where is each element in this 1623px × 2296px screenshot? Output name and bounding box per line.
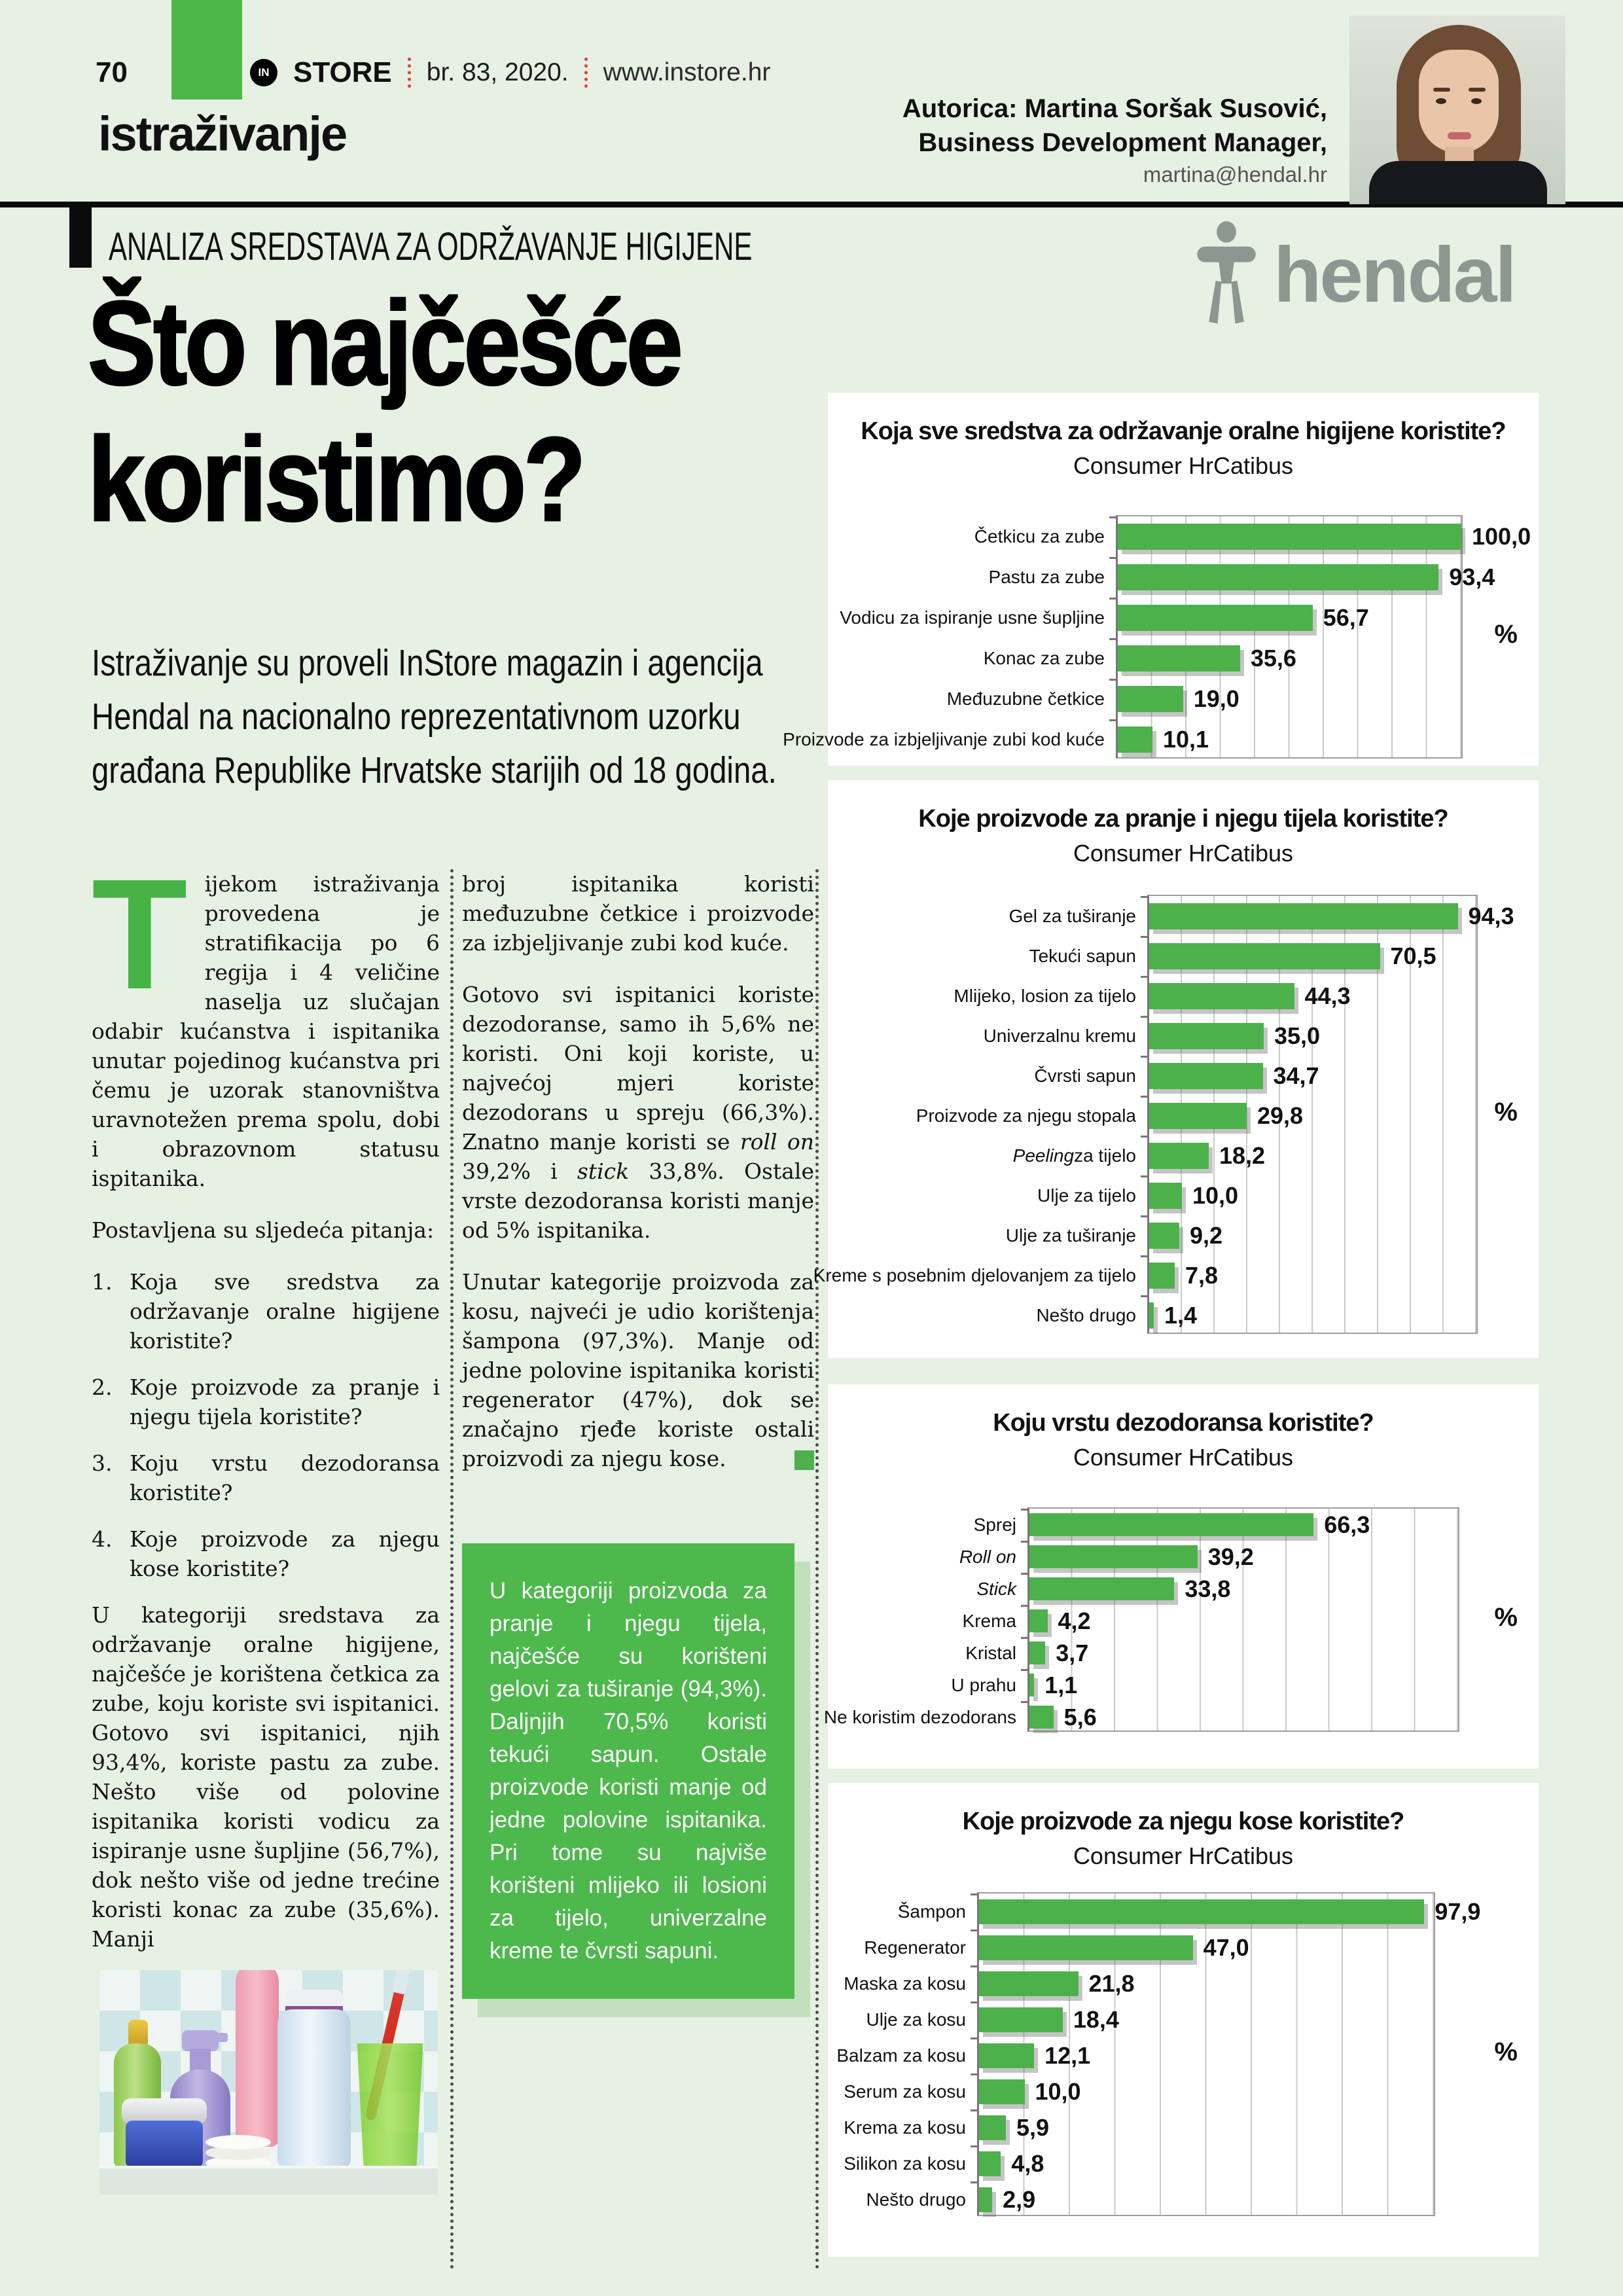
chart-category-label: Gel za tuširanje	[1008, 905, 1136, 926]
chart-body-care	[813, 780, 1539, 1358]
paragraph-5-text: Unutar kategorije proizvoda za kosu, najveći je udio korištenja šampona (97,3%). Manje od jedne polovine ispitanika koristi regenerator (47%), dok se značajno rjeđe koriste ostali proizvodi za njegu kose.	[462, 1269, 814, 1471]
chart-category-label: Peeling za tijelo	[1012, 1145, 1136, 1166]
glass-shelf	[99, 2166, 438, 2195]
author-email: martina@hendal.hr	[1143, 162, 1327, 187]
chart-category-label: Proizvode za izbjeljivanje zubi kod kuće	[783, 729, 1105, 749]
section-title: istraživanje	[98, 107, 347, 161]
paragraph-4	[462, 980, 814, 1245]
cream-jar	[126, 2121, 203, 2168]
chart-value-label: 56,7	[1323, 604, 1369, 631]
chart-category-label: Tekući sapun	[1029, 945, 1136, 966]
chart-bar	[1149, 1103, 1247, 1129]
chart-value-label: 10,1	[1163, 726, 1209, 753]
chart-bar	[1118, 605, 1313, 631]
chart-bar	[979, 2151, 1001, 2176]
photo-eye	[1436, 98, 1446, 104]
instore-logo-text: STORE	[293, 56, 392, 88]
chart-bar	[1029, 1513, 1313, 1536]
chart-value-label: 47,0	[1203, 1933, 1249, 1961]
masthead-separator-icon	[584, 58, 588, 88]
photo-eye	[1471, 98, 1482, 104]
soap-dispenser-spout	[211, 2033, 228, 2042]
chart-bar	[1149, 1063, 1263, 1089]
chart-value-label: 4,8	[1011, 2149, 1044, 2177]
chart-category-label: Stick	[976, 1578, 1016, 1599]
chart-title: Koju vrstu dezodoransa koristite?	[993, 1409, 1374, 1437]
paragraph-4-segment: stick	[577, 1158, 630, 1184]
chart-category-label: Nešto drugo	[1036, 1304, 1136, 1325]
chart-title: Koje proizvode za njegu kose koristite?	[962, 1808, 1404, 1835]
chart-subtitle: Consumer HrCatibus	[1073, 840, 1294, 867]
highlight-box: U kategoriji proizvoda za pranje i njegu tijela, najčešće su korišteni gelovi za tuširanje (94,3%). Daljnjih 70,5% koristi tekući sapun. Ostale proizvode koristi manje od jedne polovine ispitanika. Pri tome su najviše korišteni mlijeko ili losioni za tijelo, univerzalne kreme te čvrsti sapuni.	[462, 1543, 794, 1999]
chart-category-label: Serum za kosu	[844, 2081, 966, 2102]
chart-unit-label: %	[1494, 620, 1518, 649]
website-url: www.instore.hr	[603, 58, 771, 86]
toothbrush-cup	[353, 2043, 427, 2168]
chart-value-label: 70,5	[1390, 942, 1436, 969]
question-item	[92, 1448, 440, 1507]
question-item	[92, 1267, 440, 1355]
photo-brow	[1469, 88, 1486, 92]
cotton-pads	[205, 2135, 271, 2149]
question-number: 1.	[92, 1269, 113, 1295]
chart-category-label: Mlijeko, losion za tijelo	[954, 985, 1136, 1006]
article-intro: Istraživanje su proveli InStore magazin i agencija Hendal na nacionalno reprezentativnom uzorku građana Republike Hrvatske starijih od 18 godina.	[92, 642, 777, 791]
chart-category-label: Kristal	[965, 1642, 1016, 1663]
chart-subtitle: Consumer HrCatibus	[1073, 1444, 1294, 1471]
paragraph-3: broj ispitanika koristi međuzubne četkice i proizvode za izbjeljivanje zubi kod kuće.	[462, 871, 814, 956]
question-text: Koja sve sredstva za održavanje oralne higijene koristite?	[130, 1269, 440, 1354]
chart-value-label: 10,0	[1035, 2077, 1081, 2105]
chart-value-label: 19,0	[1193, 685, 1240, 712]
chart-category-label: U prahu	[951, 1674, 1016, 1695]
product-photo	[99, 1970, 438, 2195]
question-item	[92, 1372, 440, 1431]
chart-category-label: Regenerator	[864, 1937, 966, 1958]
masthead	[250, 56, 770, 89]
chart-category-label: Četkicu za zube	[974, 526, 1105, 547]
chart-category-label: Konac za zube	[983, 648, 1105, 668]
dropcap-letter: T	[92, 846, 188, 1022]
paragraph-2: U kategoriji sredstava za održavanje oralne higijene, najčešće je korištena četkica za zube, koju koriste svi ispitanici. Gotovo svi ispitanici, njih 93,4%, koriste pastu za zube. Nešto više od polovine ispitanika koristi vodicu za ispiranje usne šupljine (56,7%), dok nešto više od jedne trećine koristi konac za zube (35,6%). Manji	[92, 1602, 440, 1952]
chart-plot-area	[823, 1507, 1459, 1732]
chart-value-label: 39,2	[1207, 1543, 1254, 1570]
chart-value-label: 29,8	[1257, 1102, 1304, 1129]
paragraph-4-segment: 39,2% i	[462, 1158, 577, 1184]
paragraph-4-segment: Gotovo svi ispitanici koriste dezodoranse, samo ih 5,6% ne koristi. Oni koji koriste, u najvećoj mjeri koriste dezodorans u spreju (66,3%). Znatno manje koristi se	[462, 982, 814, 1155]
chart-hair-care	[828, 1783, 1539, 2257]
author-name: Autorica: Martina Soršak Susović,	[902, 94, 1327, 123]
chart-category-label: Ulje za tuširanje	[1005, 1225, 1136, 1246]
chart-bar	[1118, 686, 1183, 712]
chart-category-label: Ulje za kosu	[866, 2009, 966, 2030]
chart-unit-label: %	[1494, 1602, 1518, 1632]
chart-bar	[1029, 1545, 1198, 1568]
chart-value-label: 93,4	[1449, 564, 1495, 590]
chart-value-label: 1,4	[1164, 1301, 1198, 1329]
chart-bar	[1149, 1263, 1175, 1289]
toothbrush-head	[392, 1970, 412, 1995]
chart-value-label: 35,6	[1250, 645, 1296, 672]
chart-deodorant	[823, 1384, 1539, 1768]
chart-bar	[1149, 1143, 1209, 1169]
lotion-bottle-lid	[285, 1990, 343, 2012]
chart-bar	[979, 1899, 1424, 1924]
chart-category-label: Univerzalnu kremu	[983, 1025, 1136, 1046]
chart-value-label: 18,4	[1073, 2005, 1119, 2033]
chart-value-label: 18,2	[1219, 1141, 1266, 1169]
hendal-person-icon	[1192, 221, 1260, 329]
question-number: 2.	[92, 1374, 113, 1400]
chart-value-label: 5,6	[1063, 1704, 1097, 1731]
chart-value-label: 35,0	[1274, 1022, 1321, 1049]
kicker-bar-decoration	[69, 207, 92, 268]
chart-value-label: 97,9	[1435, 1897, 1481, 1925]
chart-bar	[979, 2043, 1034, 2068]
chart-category-label: Sprej	[973, 1514, 1016, 1535]
column-divider-dotted	[815, 869, 819, 2270]
paragraph-4-segment: roll on	[740, 1129, 814, 1155]
chart-category-label: Ulje za tijelo	[1037, 1185, 1136, 1206]
paragraph-1-text: ijekom istraživanja provedena je stratifikacija po 6 regija i 4 veličine naselja uz slučajan odabir kućanstva i ispitanika unutar pojedinog kućanstva pri čemu je uzorak stanovništva uravnotežen prema spolu, dobi i obrazovnom statusu ispitanika.	[92, 871, 440, 1191]
chart-plot-area	[783, 515, 1531, 759]
chart-bar	[1118, 726, 1152, 753]
chart-bar	[979, 2079, 1025, 2104]
masthead-separator-icon	[408, 58, 411, 88]
question-text: Koje proizvode za pranje i njegu tijela koristite?	[130, 1374, 440, 1429]
chart-subtitle: Consumer HrCatibus	[1073, 1842, 1294, 1869]
chart-category-label: Krema za kosu	[844, 2117, 966, 2138]
hendal-logo	[1192, 221, 1515, 329]
chart-value-label: 5,9	[1016, 2113, 1050, 2141]
chart-oral-hygiene	[783, 393, 1539, 766]
paragraph-5	[462, 1267, 814, 1473]
chart-bar	[1029, 1609, 1048, 1632]
chart-bar	[1029, 1674, 1034, 1696]
page-number: 70	[96, 56, 128, 88]
soap-dispenser-neck	[190, 2049, 211, 2072]
article-column-left	[92, 846, 440, 1976]
chart-category-label: Balzam za kosu	[836, 2045, 966, 2066]
chart-plot-area	[813, 895, 1514, 1334]
photo-blazer	[1369, 161, 1547, 204]
chart-category-label: Silikon za kosu	[844, 2153, 966, 2174]
chart-bar	[1029, 1706, 1054, 1729]
chart-bar	[979, 2115, 1006, 2140]
questions-intro: Postavljena su sljedeća pitanja:	[92, 1217, 435, 1243]
chart-category-label: Kreme s posebnim djelovanjem za tijelo	[813, 1265, 1136, 1285]
author-role: Business Development Manager,	[918, 128, 1327, 157]
chart-value-label: 7,8	[1185, 1261, 1219, 1289]
chart-value-label: 21,8	[1088, 1969, 1135, 1997]
question-text: Koju vrstu dezodoransa koristite?	[130, 1450, 440, 1505]
lotion-bottle	[277, 2009, 351, 2168]
chart-plot-area	[836, 1892, 1481, 2216]
chart-value-label: 100,0	[1472, 523, 1531, 550]
chart-value-label: 2,9	[1003, 2185, 1036, 2213]
paragraph-4-segment: 33,8%. Ostale vrste dezodoransa koristi manje od 5% ispitanika.	[462, 1158, 814, 1243]
chart-value-label: 10,0	[1192, 1181, 1239, 1209]
question-number: 3.	[92, 1450, 113, 1476]
pink-bottle	[236, 1970, 279, 2147]
chart-bar	[1149, 903, 1458, 929]
chart-value-label: 4,2	[1058, 1607, 1091, 1634]
hendal-wordmark: hendal	[1274, 231, 1515, 319]
chart-category-label: Proizvode za njegu stopala	[916, 1105, 1136, 1126]
chart-value-label: 44,3	[1304, 982, 1351, 1009]
chart-title: Koja sve sredstva za održavanje oralne higijene koristite?	[861, 418, 1506, 445]
paragraph-1	[92, 846, 440, 1193]
chart-value-label: 94,3	[1468, 902, 1514, 929]
article-endmark	[794, 1450, 814, 1470]
chart-bar	[1149, 983, 1294, 1009]
chart-category-label: Ne koristim dezodorans	[823, 1706, 1016, 1727]
question-item	[92, 1524, 440, 1583]
chart-bar	[1149, 943, 1380, 969]
chart-value-label: 66,3	[1324, 1511, 1370, 1538]
chart-bar	[1149, 1223, 1179, 1249]
chart-value-label: 33,8	[1185, 1575, 1231, 1602]
chart-value-label: 34,7	[1273, 1062, 1319, 1089]
green-tab-decoration	[171, 0, 242, 99]
chart-category-label: Šampon	[897, 1901, 966, 1922]
question-number: 4.	[92, 1526, 113, 1552]
chart-category-label: Maska za kosu	[844, 1973, 966, 1994]
article-headline	[88, 275, 680, 547]
chart-category-label: Vodicu za ispiranje usne šupljine	[840, 607, 1105, 628]
chart-bar	[979, 2007, 1063, 2032]
chart-category-label: Međuzubne četkice	[946, 689, 1105, 709]
chart-category-label: Nešto drugo	[866, 2189, 966, 2210]
headline-line2: koristimo?	[88, 412, 584, 546]
chart-bar	[1029, 1641, 1045, 1664]
chart-category-label: Roll on	[959, 1546, 1016, 1567]
chart-bar	[979, 1935, 1193, 1960]
photo-mouth	[1448, 132, 1471, 139]
chart-bar	[1118, 645, 1240, 672]
chart-value-label: 3,7	[1056, 1640, 1089, 1666]
column-divider-dotted	[450, 869, 454, 2270]
kicker-text: ANALIZA SREDSTAVA ZA ODRŽAVANJE HIGIJENE	[109, 224, 753, 268]
question-text: Koje proizvode za njegu kose koristite?	[130, 1526, 440, 1581]
chart-unit-label: %	[1494, 2037, 1518, 2066]
chart-unit-label: %	[1494, 1097, 1518, 1126]
chart-bar	[979, 2187, 992, 2212]
chart-bar	[1029, 1577, 1174, 1600]
chart-category-label: Krema	[962, 1610, 1016, 1631]
chart-bar	[1149, 1023, 1264, 1049]
chart-bar	[1149, 1302, 1154, 1329]
chart-subtitle: Consumer HrCatibus	[1073, 452, 1294, 479]
chart-title: Koje proizvode za pranje i njegu tijela koristite?	[918, 805, 1448, 833]
chart-bar	[979, 1971, 1079, 1996]
chart-value-label: 9,2	[1190, 1221, 1223, 1249]
chart-bar	[1118, 524, 1461, 550]
instore-logo-icon: IN	[250, 59, 277, 86]
article-column-right	[462, 869, 814, 1496]
author-photo	[1349, 16, 1565, 204]
chart-bar	[1149, 1183, 1182, 1209]
chart-value-label: 12,1	[1044, 2041, 1091, 2069]
chart-category-label: Čvrsti sapun	[1034, 1065, 1136, 1086]
photo-brow	[1433, 88, 1450, 92]
chart-value-label: 1,1	[1044, 1672, 1078, 1698]
chart-category-label: Pastu za zube	[988, 567, 1105, 587]
chart-bar	[1118, 564, 1438, 590]
headline-line1: Što najčešće	[88, 276, 681, 410]
author-block	[902, 92, 1327, 187]
issue-number: br. 83, 2020.	[426, 58, 569, 86]
